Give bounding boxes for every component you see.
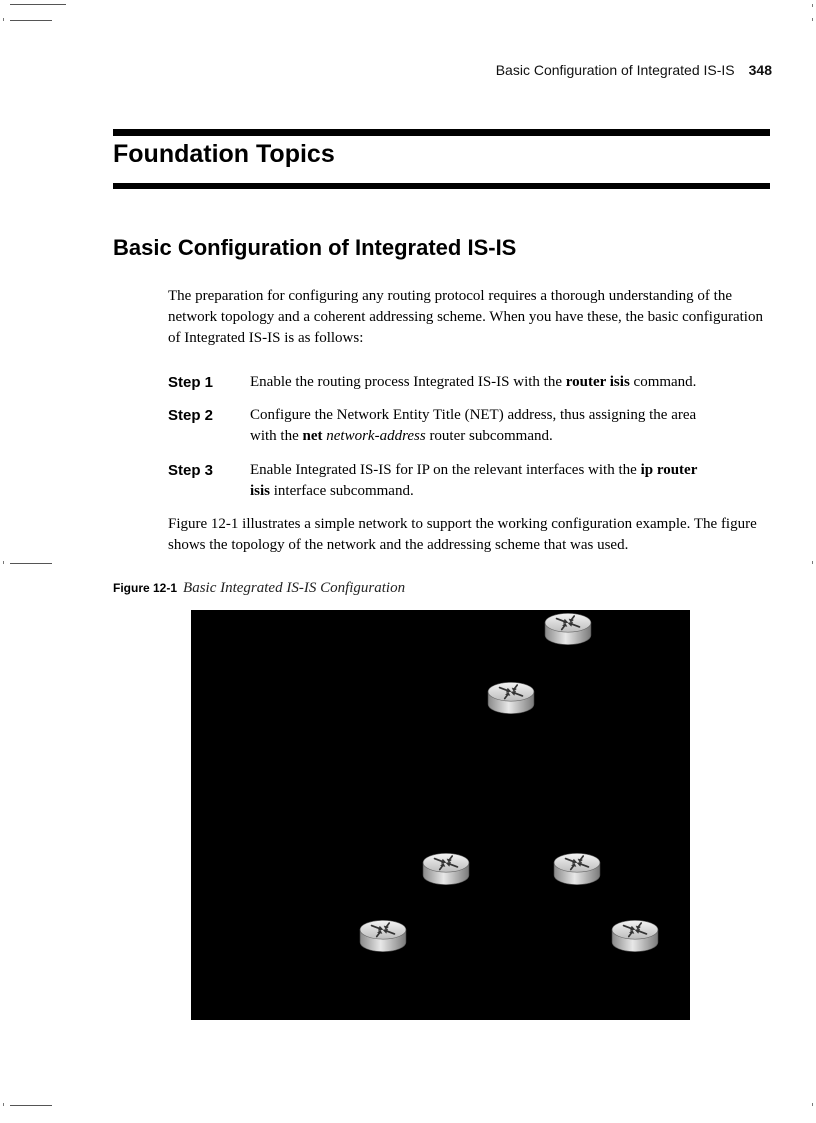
crop-mark (10, 1105, 52, 1106)
crop-mark (3, 18, 4, 21)
crop-mark (10, 20, 52, 21)
step-text: Enable Integrated IS-IS for IP on the relevant interfaces with the ip router isis interface subcommand. (250, 462, 698, 499)
chapter-heading: Foundation Topics (113, 140, 335, 168)
command-text: net (302, 428, 323, 444)
figure-intro-paragraph: Figure 12-1 illustrates a simple network to support the working configuration example. The figure shows the topology of the network and the addressing scheme that was used. (168, 516, 757, 553)
crop-mark (812, 1103, 813, 1106)
crop-mark (3, 561, 4, 564)
step-label: Step 1 (168, 374, 214, 391)
running-header-title: Basic Configuration of Integrated IS-IS (495, 62, 735, 78)
step-label: Step 2 (168, 407, 214, 424)
figure-caption (113, 579, 405, 597)
crop-mark (10, 4, 66, 5)
command-text: ip router isis (250, 462, 698, 499)
running-header (496, 62, 772, 78)
step-text: Enable the routing process Integrated IS-IS with the router isis command. (250, 374, 697, 390)
crop-mark (10, 563, 52, 564)
command-text: router isis (565, 374, 630, 390)
router-icon (358, 917, 408, 955)
heading-rule-bottom (113, 183, 770, 189)
page-number: 348 (748, 62, 772, 78)
router-icon (543, 610, 593, 648)
crop-mark (812, 18, 813, 21)
network-diagram (191, 610, 690, 1020)
figure-label: Figure 12-1 (113, 581, 178, 595)
step-text: Configure the Network Entity Title (NET) address, thus assigning the area with the net network-address router subcommand. (250, 407, 697, 444)
router-icon (610, 917, 660, 955)
router-icon (552, 850, 602, 888)
figure-title: Basic Integrated IS-IS Configuration (183, 580, 406, 596)
intro-paragraph: The preparation for configuring any routing protocol requires a thorough understanding of the network topology and a coherent addressing scheme. When you have these, the basic configuration of Integrated IS-IS is as follows: (168, 288, 763, 346)
heading-rule-top (113, 129, 770, 136)
crop-mark (812, 4, 813, 7)
crop-mark (3, 1103, 4, 1106)
router-icon (486, 679, 536, 717)
router-icon (421, 850, 471, 888)
section-heading: Basic Configuration of Integrated IS-IS (113, 235, 517, 260)
step-label: Step 3 (168, 462, 214, 479)
command-argument: network-address (326, 428, 426, 444)
crop-mark (812, 561, 813, 564)
